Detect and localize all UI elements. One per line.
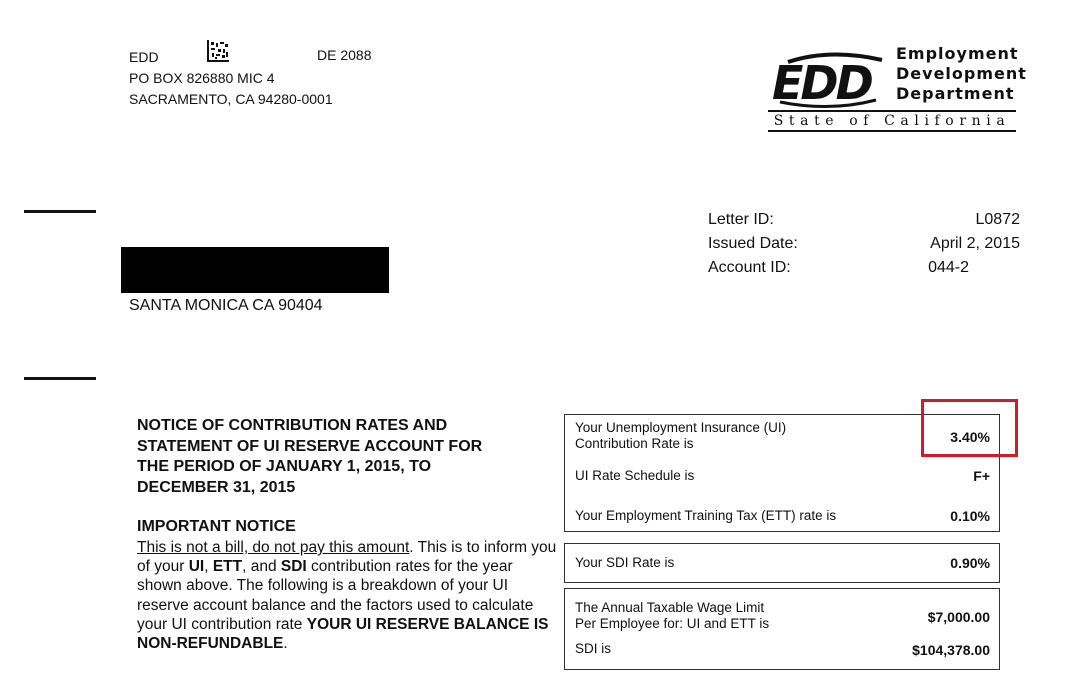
notice-title-line: DECEMBER 31, 2015 [137,478,296,496]
sdi-rate-value: 0.90% [950,555,990,571]
edd-logo-mark [770,52,890,110]
sender-city: SACRAMENTO, CA 94280-0001 [129,91,333,107]
letter-id-row [708,208,1020,232]
issued-date-row [708,232,1020,256]
sdi-limit-value: $104,378.00 [912,642,990,658]
recipient-city-line: SANTA MONICA CA 90404 [129,297,323,314]
redacted-recipient-block [121,247,389,293]
important-notice-body [137,538,557,653]
notice-title-line: STATEMENT OF UI RESERVE ACCOUNT FOR [137,437,483,455]
sdi-limit-label: SDI is [575,641,612,656]
edd-logo-letters: EDD [772,56,871,110]
notice-body-text: , and [242,558,281,576]
sdi-rate-label: Your SDI Rate is [575,555,675,570]
fold-mark-top [24,210,96,213]
notice-title-line: NOTICE OF CONTRIBUTION RATES AND [137,417,448,434]
issued-date-label: Issued Date: [708,235,798,252]
wage-limit-box [564,588,1000,670]
logo-state-of-california: State of California [768,110,1016,132]
sender-po-box: PO BOX 826880 MIC 4 [129,70,275,86]
sender-name: EDD [129,49,159,65]
account-id-value: 044-2 [928,259,969,276]
logo-line-employment: Employment [896,44,1019,63]
notice-title-line: THE PERIOD OF JANUARY 1, 2015, TO [137,458,432,475]
sdi-rate-box [564,543,1000,583]
logo-line-department: Department [896,84,1015,103]
barcode-icon [207,40,229,62]
not-a-bill-text: This is not a bill, do not pay this amount [137,539,410,556]
ui-rate-highlight-annotation [921,399,1018,457]
issued-date-value: April 2, 2015 [930,235,1020,252]
ett-rate-label: Your Employment Training Tax (ETT) rate is [575,508,837,523]
letter-id-label: Letter ID: [708,211,774,228]
wage-limit-label-line: The Annual Taxable Wage Limit [575,600,765,615]
ui-term: UI [188,558,205,576]
logo-line-development: Development [896,64,1027,83]
edd-logo [768,44,1027,134]
ui-rate-label-line: Contribution Rate is [575,436,694,451]
edd-logo-wordmark [896,44,1027,104]
sdi-term: SDI [280,558,307,576]
ett-term: ETT [212,558,243,576]
notice-body-text: , [204,558,213,576]
wage-limit-label-line: Per Employee for: UI and ETT is [575,616,770,631]
notice-body-text: . [283,635,288,653]
wage-limit-label [575,600,769,632]
ui-schedule-value: F+ [973,468,990,484]
form-number: DE 2088 [317,47,372,63]
non-refundable-text: YOUR UI RESERVE BALANCE IS NON-REFUNDABLE [137,615,549,653]
ui-schedule-label: UI Rate Schedule is [575,468,695,483]
ett-rate-value: 0.10% [950,508,990,524]
ui-rate-label-line: Your Unemployment Insurance (UI) [575,420,787,435]
letter-meta [708,208,1020,280]
letter-id-value: L0872 [975,211,1020,228]
ui-rate-label [575,420,786,452]
notice-body-text: contribution rates for the year shown above. The following is a breakdown of your UI reserve account balance and the factors used to calculate your UI contribution rate [137,558,534,633]
ui-rate-value: 3.40% [950,429,990,445]
wage-limit-value: $7,000.00 [927,609,990,625]
important-notice-heading: IMPORTANT NOTICE [137,518,296,535]
account-id-label: Account ID: [708,259,791,276]
fold-mark-bottom [24,377,96,380]
notice-body-text: . This is to inform you of your [137,539,557,576]
account-id-row [708,256,1020,280]
notice-title [137,416,537,498]
sender-address [129,47,333,110]
